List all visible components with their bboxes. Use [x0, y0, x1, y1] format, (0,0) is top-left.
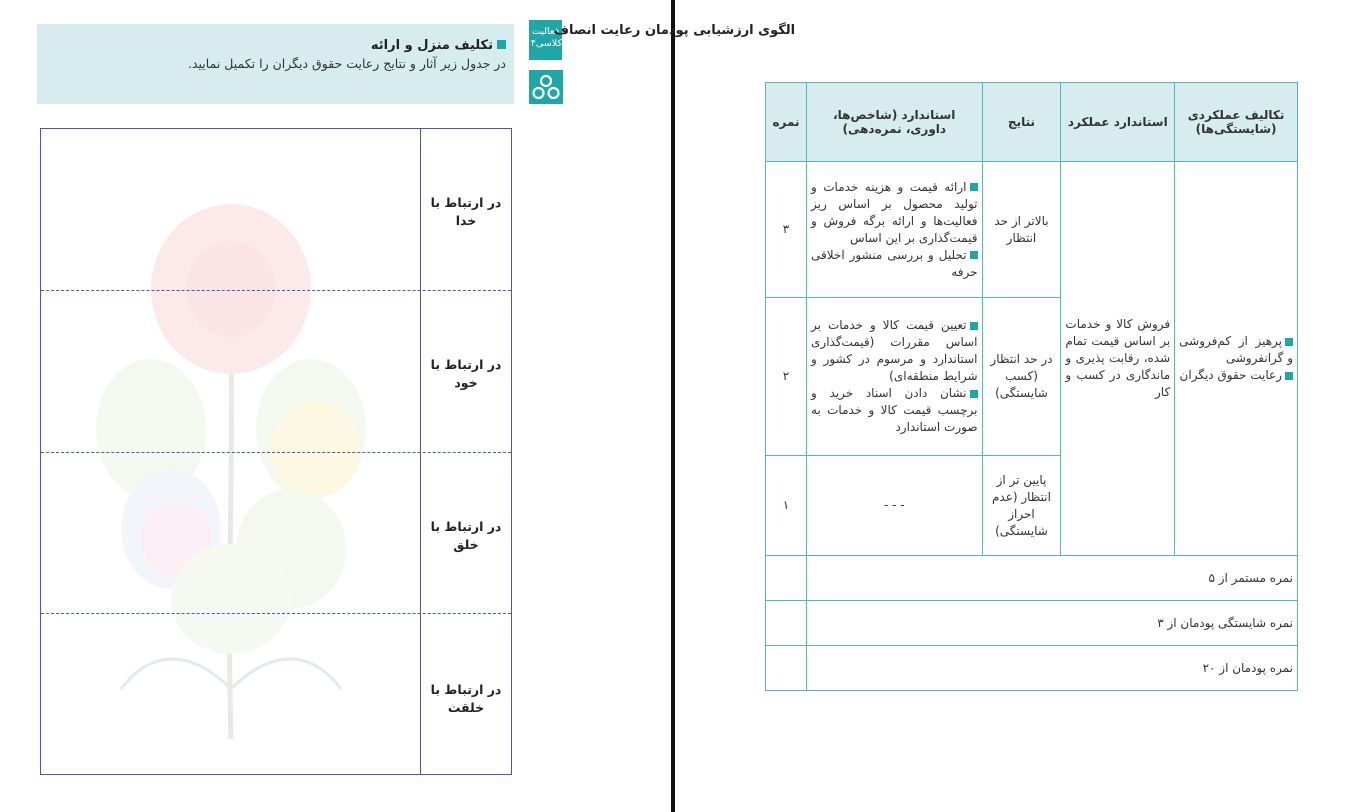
result-cell: پایین تر از انتظار (عدم احراز شایستگی) — [982, 456, 1061, 556]
score-cell: ۲ — [766, 298, 807, 456]
task-item: پرهیز از کم‌فروشی و گرانفروشی — [1179, 334, 1293, 365]
row-label-line: در ارتباط با — [430, 195, 502, 210]
activity-instruction: در جدول زیر آثار و نتایج رعایت حقوق دیگران را تکمیل نمایید. — [188, 56, 506, 71]
result-cell: در حد انتظار (کسب شایستگی) — [982, 298, 1061, 456]
row-label-line: خلقت — [447, 700, 485, 715]
header-perf-standard: استاندارد عملکرد — [1061, 83, 1175, 162]
table-row — [766, 556, 1298, 601]
header-score: نمره — [766, 83, 807, 162]
page-title: الگوی ارزشیابی پودمان رعایت انصاف — [553, 23, 796, 38]
score-cell: ۳ — [766, 162, 807, 298]
continuous-score-value — [766, 556, 807, 601]
bullet-square-icon — [1285, 372, 1293, 380]
row-label-line: در ارتباط با — [430, 357, 502, 372]
score-cell: ۱ — [766, 456, 807, 556]
standard-item: تعیین قیمت کالا و خدمات بر اساس مقررات (قیمت‌گذاری استاندارد و مرسوم در کشور و شرایط منطقه‌ای) — [811, 318, 978, 383]
row-label-line: در ارتباط با — [430, 519, 502, 534]
table-row — [766, 162, 1298, 298]
row-divider — [41, 613, 511, 614]
bullet-square-icon — [970, 322, 978, 330]
continuous-score-label: نمره مستمر از ۵ — [807, 556, 1298, 601]
module-score-label: نمره پودمان از ۲۰ — [807, 646, 1298, 691]
competency-score-label: نمره شایستگی پودمان از ۳ — [807, 601, 1298, 646]
bullet-square-icon — [1285, 338, 1293, 346]
perf-standard-cell: فروش کالا و خدمات بر اساس قیمت تمام شده، رقابت پذیری و ماندگاری در کسب و کار — [1061, 162, 1175, 556]
group-work-icon — [529, 70, 563, 104]
header-tasks: تکالیف عملکردی (شایستگی‌ها) — [1175, 83, 1298, 162]
table-row — [766, 601, 1298, 646]
badge-line1: فعالیت — [531, 26, 560, 37]
standard-item: تحلیل و بررسی منشور اخلاقی حرفه — [811, 247, 978, 279]
header-results: نتایج — [982, 83, 1061, 162]
row-label-creation — [423, 681, 509, 717]
row-label-line: خود — [454, 375, 478, 390]
header-standard: استاندارد (شاخص‌ها، داوری، نمره‌دهی) — [807, 83, 983, 162]
standard-item: ارائه قیمت و هزینه خدمات و تولید محصول بر اساس ریز فعالیت‌ها و ارائه برگه فروش و قیمت‌گذاری بر این اساس — [811, 179, 978, 245]
result-cell: بالاتر از حد انتظار — [982, 162, 1061, 298]
table-row — [766, 646, 1298, 691]
tasks-cell — [1175, 162, 1298, 556]
bullet-square-icon — [970, 390, 978, 398]
left-page — [0, 0, 671, 812]
row-divider — [41, 290, 511, 291]
module-score-value — [766, 646, 807, 691]
reflection-table — [40, 128, 512, 775]
standard-cell — [807, 162, 983, 298]
row-label-people — [423, 518, 509, 554]
activity-title-text: تکلیف منزل و ارائه — [370, 38, 493, 53]
standard-cell — [807, 298, 983, 456]
badge-line2: کلاسی۱۴ — [525, 38, 562, 49]
standard-item: نشان دادن اسناد خرید و برچسب قیمت کالا و خدمات به صورت استاندارد — [811, 386, 978, 434]
row-label-line: در ارتباط با — [430, 682, 502, 697]
competency-score-value — [766, 601, 807, 646]
page-spine — [671, 0, 675, 812]
bullet-square-icon — [497, 40, 506, 49]
standard-cell: - - - — [807, 456, 983, 556]
row-divider — [41, 452, 511, 453]
task-item: رعایت حقوق دیگران — [1179, 368, 1282, 382]
row-label-line: خدا — [455, 213, 477, 228]
bullet-square-icon — [970, 251, 978, 259]
evaluation-table — [765, 82, 1298, 691]
row-label-self — [423, 356, 509, 392]
bullet-square-icon — [970, 183, 978, 191]
activity-title — [37, 38, 506, 53]
table-header-row — [766, 83, 1298, 162]
row-label-line: خلق — [453, 537, 479, 552]
row-label-god — [423, 194, 509, 230]
